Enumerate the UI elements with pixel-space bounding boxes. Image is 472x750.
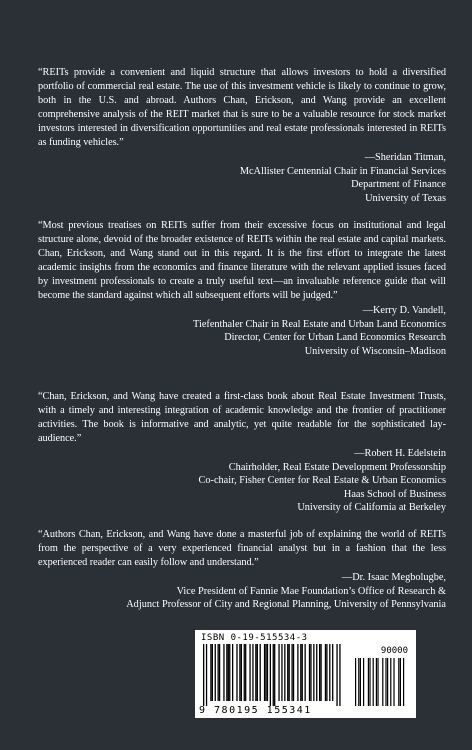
attribution-line: Director, Center for Urban Land Economics Research	[224, 332, 446, 344]
endorsement-megbolugbe	[38, 528, 446, 612]
attribution-line: University of Wisconsin–Madison	[304, 345, 446, 357]
endorsement-titman	[38, 66, 446, 205]
endorsement-edelstein	[38, 390, 446, 515]
attribution-line: Haas School of Business	[343, 488, 446, 500]
attribution-line: Co-chair, Fisher Center for Real Estate & Urban Economics	[198, 475, 446, 487]
endorsement-vandell	[38, 219, 446, 358]
attribution-line: —Robert H. Edelstein	[354, 448, 446, 459]
price-code: 90000	[380, 646, 408, 656]
attribution-line: Adjunct Professor of City and Regional Planning, University of Pennsylvania	[126, 599, 446, 611]
attribution-line: Chairholder, Real Estate Development Professorship	[228, 461, 446, 473]
endorsement-text: “Authors Chan, Erickson, and Wang have done a masterful job of explaining the world of REITs from the perspective of a very experienced financial analyst but in a fashion that the less experienced reader can easily follow and understand.”	[38, 529, 446, 568]
attribution-line: Department of Finance	[351, 179, 446, 191]
attribution-line: University of Texas	[365, 192, 446, 204]
attribution-line: University of California at Berkeley	[297, 502, 446, 514]
endorsement-text: “REITs provide a convenient and liquid structure that allows investors to hold a diversified portfolio of commercial real estate. The use of this investment vehicle is likely to continue to grow, both in the U.S. and abroad. Authors Chan, Erickson, and Wang provide an excellent comprehensive analysis of the REIT market that is sure to be a valuable resource for stock market investors interested in diversification opportunities and real estate professionals interested in REITs as funding vehicles.”	[38, 67, 446, 148]
attribution-line: —Kerry D. Vandell,	[362, 305, 446, 316]
isbn-barcode	[195, 630, 416, 718]
ean-number: 9 780195 155341	[199, 705, 312, 716]
endorsement-attribution	[38, 447, 446, 515]
attribution-line: Vice President of Fannie Mae Foundation’s Office of Research &	[176, 585, 446, 597]
attribution-line: McAllister Centennial Chair in Financial Services	[239, 165, 446, 177]
attribution-line: Tiefenthaler Chair in Real Estate and Urban Land Economics	[193, 318, 446, 330]
attribution-line: —Dr. Isaac Megbolugbe,	[341, 572, 446, 583]
endorsement-attribution	[38, 571, 446, 612]
isbn-number: ISBN 0-19-515534-3	[201, 633, 308, 643]
endorsement-attribution	[38, 304, 446, 358]
attribution-line: —Sheridan Titman,	[364, 152, 446, 163]
endorsement-text: “Most previous treatises on REITs suffer from their excessive focus on institutional and legal structure alone, devoid of the broader existence of REITs within the real estate and capital markets. Chan, Erickson, and Wang stand out in this regard. It is the first effort to integrate the latest academic insights from the economics and finance literature with the relevant applied issues faced by investment professionals to create a truly useful text—an invaluable reference guide that will become the standard against which all subsequent efforts will be judged.”	[38, 220, 446, 301]
endorsement-text: “Chan, Erickson, and Wang have created a first-class book about Real Estate Investment Trusts, with a timely and interesting integration of academic knowledge and the frontier of practitioner activities. The book is informative and analytic, yet quite readable for the sophisticated lay-audience.”	[38, 391, 446, 444]
endorsement-attribution	[38, 151, 446, 205]
